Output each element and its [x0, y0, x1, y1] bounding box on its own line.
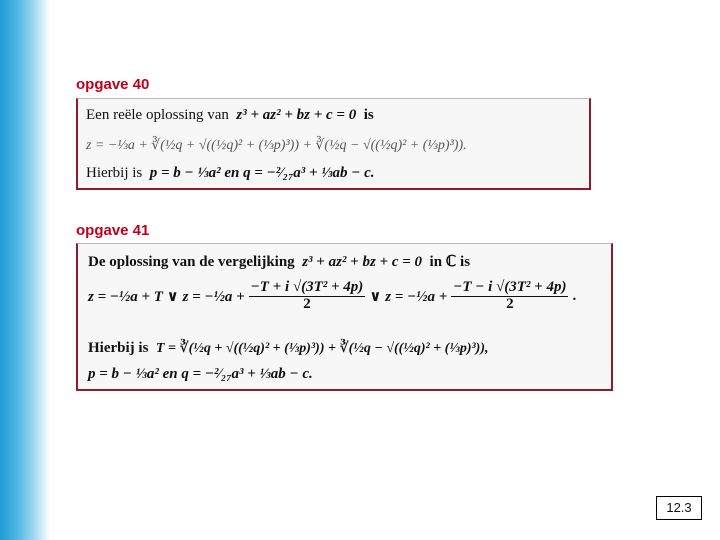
opgave-40-line-1-end: is [363, 107, 374, 123]
opgave-41-fraction-2 [451, 280, 568, 313]
opgave-41-t-definition: T = ∛(½q + √((½q)² + (⅓p)³)) + ∛(½q − √((½q)² + (⅓p)³)), [155, 341, 489, 356]
opgave-40-cubic-equation: z³ + az² + bz + c = 0 [236, 107, 357, 123]
opgave-40-p-q-definition: p = b − ⅓a² en q = −²⁄₂₇a³ + ⅓ab − c. [149, 165, 375, 181]
opgave-41-fraction-1-denominator: 2 [303, 295, 311, 312]
opgave-41-fraction-2-numerator: −T − i √(3T² + 4p) [453, 278, 567, 295]
opgave-41-line-1 [88, 252, 470, 271]
opgave-41-cubic-equation: z³ + az² + bz + c = 0 [302, 254, 423, 270]
opgave-41-p-q-definition: p = b − ⅓a² en q = −²⁄₂₇a³ + ⅓ab − c. [88, 366, 313, 382]
opgave-41-line-3 [88, 340, 489, 357]
opgave-40-line-3 [86, 165, 375, 182]
opgave-41-heading: opgave 41 [76, 222, 150, 239]
opgave-40-line-3-text: Hierbij is [86, 165, 143, 181]
decorative-sidebar [0, 0, 50, 540]
opgave-41-line-1-end: in ℂ is [429, 254, 471, 270]
opgave-41-solution-part-2: ∨ z = −½a + [369, 288, 448, 305]
opgave-41-line-2-end: . [572, 287, 577, 304]
opgave-40-line-1 [86, 107, 374, 124]
opgave-41-line-2 [88, 274, 576, 318]
opgave-41-line-1-text: De oplossing van de vergelijking [88, 254, 295, 270]
opgave-41-fraction-1 [249, 280, 366, 313]
page-number-badge: 12.3 [656, 496, 702, 520]
opgave-41-fraction-2-denominator: 2 [506, 295, 514, 312]
opgave-41-line-3-text: Hierbij is [88, 340, 149, 356]
opgave-40-solution-formula: z = −⅓a + ∛(½q + √((½q)² + (⅓p)³)) + ∛(½q − √((½q)² + (⅓p)³)). [86, 138, 467, 153]
opgave-40-box [76, 98, 591, 190]
opgave-41-box [76, 243, 613, 391]
opgave-40-line-1-text: Een reële oplossing van [86, 107, 229, 123]
opgave-40-heading: opgave 40 [76, 76, 150, 93]
opgave-41-fraction-1-numerator: −T + i √(3T² + 4p) [250, 278, 364, 295]
opgave-41-solution-part-1: z = −½a + T ∨ z = −½a + [88, 288, 245, 305]
